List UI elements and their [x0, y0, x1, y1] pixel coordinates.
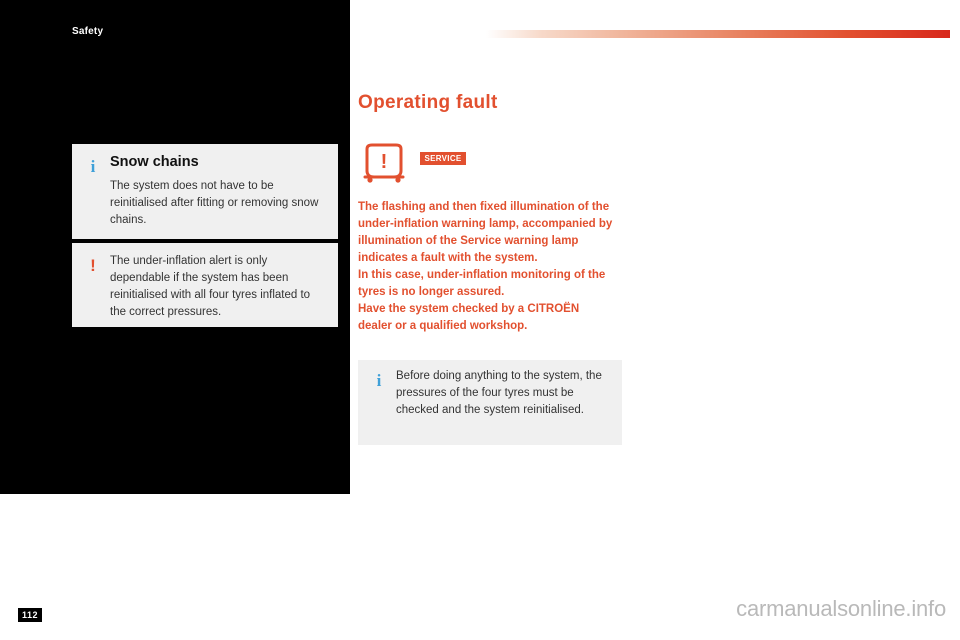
page-number: 112 [18, 608, 42, 622]
before-doing-text: Before doing anything to the system, the pressures of the four tyres must be checked and the system reinitialised. [396, 370, 602, 416]
info-icon: i [90, 157, 96, 176]
under-inflation-warning-box [72, 243, 338, 327]
snow-chains-text: The system does not have to be reinitialised after fitting or removing snow chains. [110, 180, 319, 226]
before-doing-info-box [358, 360, 622, 445]
service-warning-badge: SERVICE [420, 152, 466, 165]
warning-icon: ! [90, 256, 96, 275]
operating-fault-text [358, 199, 614, 335]
under-inflation-text: The under-inflation alert is only dependable if the system has been reinitialised with all four tyres inflated to the correct pressures. [110, 255, 311, 318]
snow-chains-title: Snow chains [110, 154, 199, 170]
info-icon: i [376, 371, 382, 390]
tyre-pressure-warning-lamp-icon [361, 143, 407, 183]
fault-paragraph-2: In this case, under-inflation monitoring of the tyres is no longer assured. [358, 269, 606, 298]
snow-chains-info-box [72, 144, 338, 239]
page-title: Operating fault [358, 92, 498, 113]
svg-text:!: ! [380, 151, 388, 173]
section-label: Safety [72, 26, 104, 37]
fault-paragraph-3: Have the system checked by a CITROËN dealer or a qualified workshop. [358, 303, 580, 332]
fault-paragraph-1: The flashing and then fixed illumination of the under-inflation warning lamp, accompanied by illumination of the Service warning lamp indicates a fault with the system. [358, 201, 613, 264]
header-gradient-bar [486, 30, 950, 38]
header-black-block [0, 0, 350, 49]
watermark: carmanualsonline.info [736, 596, 946, 621]
